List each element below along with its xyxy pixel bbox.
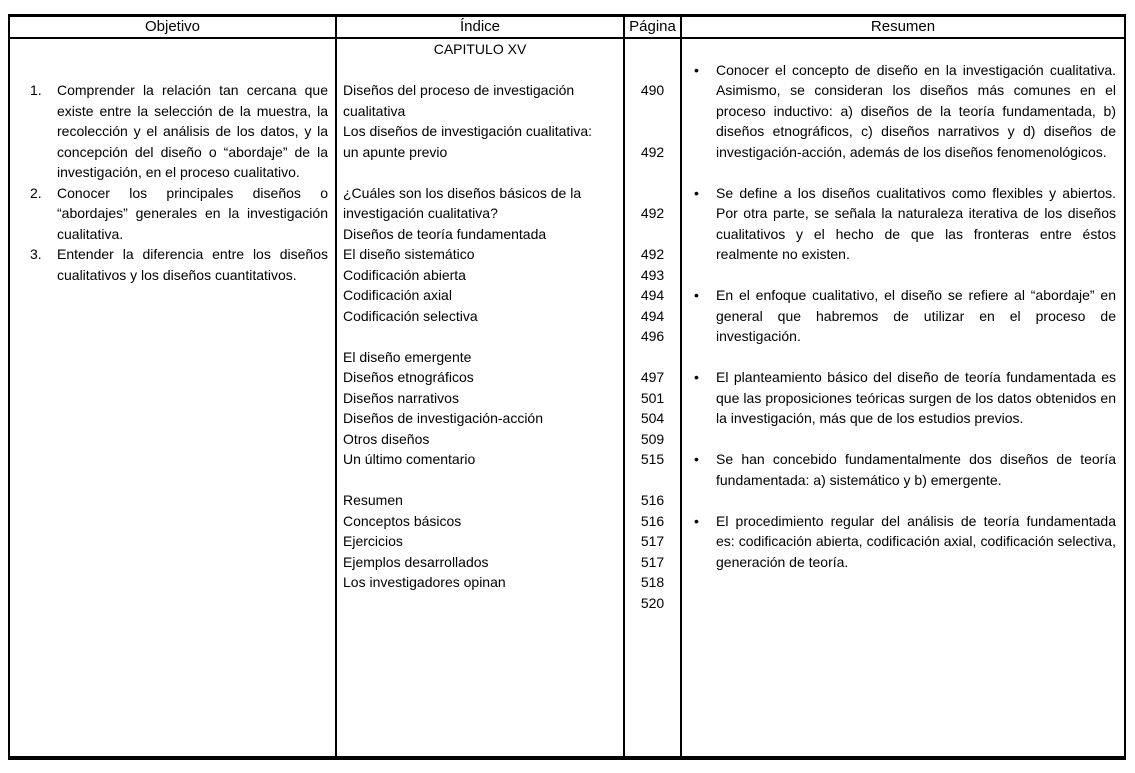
toc-page-number: 494 — [640, 287, 665, 303]
summary-item — [682, 367, 1124, 429]
column-header-resumen: Resumen — [870, 18, 936, 35]
toc-entry — [343, 593, 623, 614]
toc-page-number: 516 — [640, 492, 665, 508]
toc-entry: Diseños del proceso de investigación — [343, 82, 575, 98]
bullet-icon: • — [694, 369, 699, 385]
summary-text: El procedimiento regular del análisis de teoría fundamentada es: codificación abierta, codificación axial, codificación selectiva, generación de teoría. — [716, 512, 1116, 570]
toc-entry: un apunte previo — [343, 143, 448, 160]
column-header-indice: Índice — [337, 17, 625, 37]
chapter-overview-table — [8, 14, 1126, 760]
toc-entry: ¿Cuáles son los diseños básicos de la — [343, 184, 582, 201]
toc-entry: Otros diseños — [343, 430, 430, 447]
toc-page-number — [625, 121, 680, 142]
bullet-icon: • — [694, 512, 699, 529]
toc-entry: Diseños narrativos — [343, 389, 459, 406]
summary-item — [682, 449, 1124, 490]
toc-page-number: 517 — [640, 533, 665, 549]
pagina-column — [625, 39, 682, 756]
toc-entry: Un último comentario — [343, 451, 476, 467]
bullet-icon: • — [694, 61, 699, 78]
toc-page-number: 497 — [640, 369, 665, 385]
objective-number: 3. — [30, 246, 42, 262]
toc-entry: investigación cualitativa? — [343, 205, 498, 221]
toc-page-number: 504 — [640, 410, 665, 426]
toc-page-number: 494 — [640, 307, 665, 324]
toc-page-number — [625, 162, 680, 183]
summary-text: Se define a los diseños cualitativos como flexibles y abiertos. Por otra parte, se señala la naturaleza iterativa de los diseños cualitativos y el hecho de que las fronteras entre éstos realmente no existen. — [716, 184, 1116, 262]
summary-item — [682, 60, 1124, 163]
toc-page-number: 492 — [640, 143, 665, 160]
toc-page-number: 492 — [640, 205, 665, 221]
toc-entry: Codificación abierta — [343, 266, 466, 283]
column-header-objetivo: Objetivo — [10, 17, 337, 37]
toc-entry — [343, 60, 623, 81]
toc-page-number: 490 — [640, 82, 665, 98]
indice-column — [337, 39, 625, 756]
header-row — [10, 17, 1124, 39]
summary-item — [682, 511, 1124, 573]
summary-text: Conocer el concepto de diseño en la investigación cualitativa. Asimismo, se consideran los diseños más comunes en el proceso inductivo: a) diseños de la teoría fundamentada, b) diseños etnográficos, c) diseños narrativos y d) diseños de investigación-acción, además de los diseños fenomenológicos. — [716, 61, 1116, 160]
toc-page-number — [625, 39, 680, 60]
toc-page-number: 520 — [640, 594, 665, 611]
objective-text: Conocer los principales diseños o “abordajes” generales en la investigación cualitativa. — [57, 184, 328, 242]
toc-entry — [343, 326, 623, 347]
objetivo-column — [10, 39, 337, 756]
objective-text: Comprender la relación tan cercana que existe entre la selección de la muestra, la recolección y el análisis de los datos, y la concepción del diseño o “abordaje” de la investigación, en el proceso cualitativo. — [57, 82, 328, 180]
toc-chapter-title: CAPITULO XV — [433, 41, 527, 57]
table-body — [10, 39, 1124, 756]
bullet-icon: • — [694, 287, 699, 303]
objective-item — [10, 244, 335, 285]
toc-entry: El diseño sistemático — [343, 246, 475, 262]
toc-page-number — [625, 60, 680, 81]
toc-page-number: 493 — [640, 266, 665, 283]
toc-page-number — [625, 101, 680, 122]
summary-text: Se han concebido fundamentalmente dos diseños de teoría fundamentada: a) sistemático y b) emergente. — [716, 451, 1116, 488]
toc-entry: Codificación axial — [343, 287, 452, 303]
toc-entry: Diseños de teoría fundamentada — [343, 225, 547, 242]
objective-number: 1. — [30, 82, 42, 98]
toc-page-number: 516 — [640, 512, 665, 529]
objective-item — [10, 183, 335, 245]
toc-entry: cualitativa — [343, 102, 406, 119]
toc-entry: Ejercicios — [343, 533, 403, 549]
summary-item — [682, 183, 1124, 265]
toc-entry — [343, 162, 623, 183]
bullet-icon: • — [694, 184, 699, 201]
toc-page-number: 517 — [640, 553, 665, 570]
resumen-column — [682, 39, 1124, 756]
toc-page-number: 515 — [640, 451, 665, 467]
objective-text: Entender la diferencia entre los diseños cualitativos y los diseños cuantitativos. — [57, 246, 328, 283]
toc-page-number: 501 — [640, 389, 665, 406]
objective-number: 2. — [30, 184, 42, 201]
toc-entry: Resumen — [343, 492, 403, 508]
toc-page-number: 518 — [640, 574, 665, 590]
summary-text: El planteamiento básico del diseño de teoría fundamentada es que las proposiciones teóricas surgen de los datos obtenidos en la investigación, más que de los estudios previos. — [716, 369, 1116, 426]
column-header-pagina: Página — [625, 17, 682, 37]
toc-entry: Los diseños de investigación cualitativa: — [343, 123, 593, 139]
toc-entry: Los investigadores opinan — [343, 574, 506, 590]
summary-text: En el enfoque cualitativo, el diseño se refiere al “abordaje” en general que habremos de utilizar en el proceso de investigación. — [716, 287, 1116, 344]
objective-item — [10, 80, 335, 183]
bullet-icon: • — [694, 451, 699, 467]
toc-entry: El diseño emergente — [343, 348, 472, 365]
toc-entry: Diseños de investigación-acción — [343, 410, 543, 426]
toc-page-number — [625, 183, 680, 204]
toc-page-number: 496 — [640, 328, 665, 344]
toc-page-number — [625, 224, 680, 245]
toc-entry: Diseños etnográficos — [343, 369, 474, 385]
toc-entry — [343, 470, 623, 491]
toc-page-number: 492 — [640, 246, 665, 262]
toc-entry: Conceptos básicos — [343, 512, 462, 529]
toc-entry: Codificación selectiva — [343, 307, 478, 324]
toc-page-number — [625, 347, 680, 368]
toc-page-number: 509 — [640, 430, 665, 447]
toc-entry: Ejemplos desarrollados — [343, 553, 489, 570]
summary-item — [682, 285, 1124, 347]
toc-page-number — [625, 470, 680, 491]
